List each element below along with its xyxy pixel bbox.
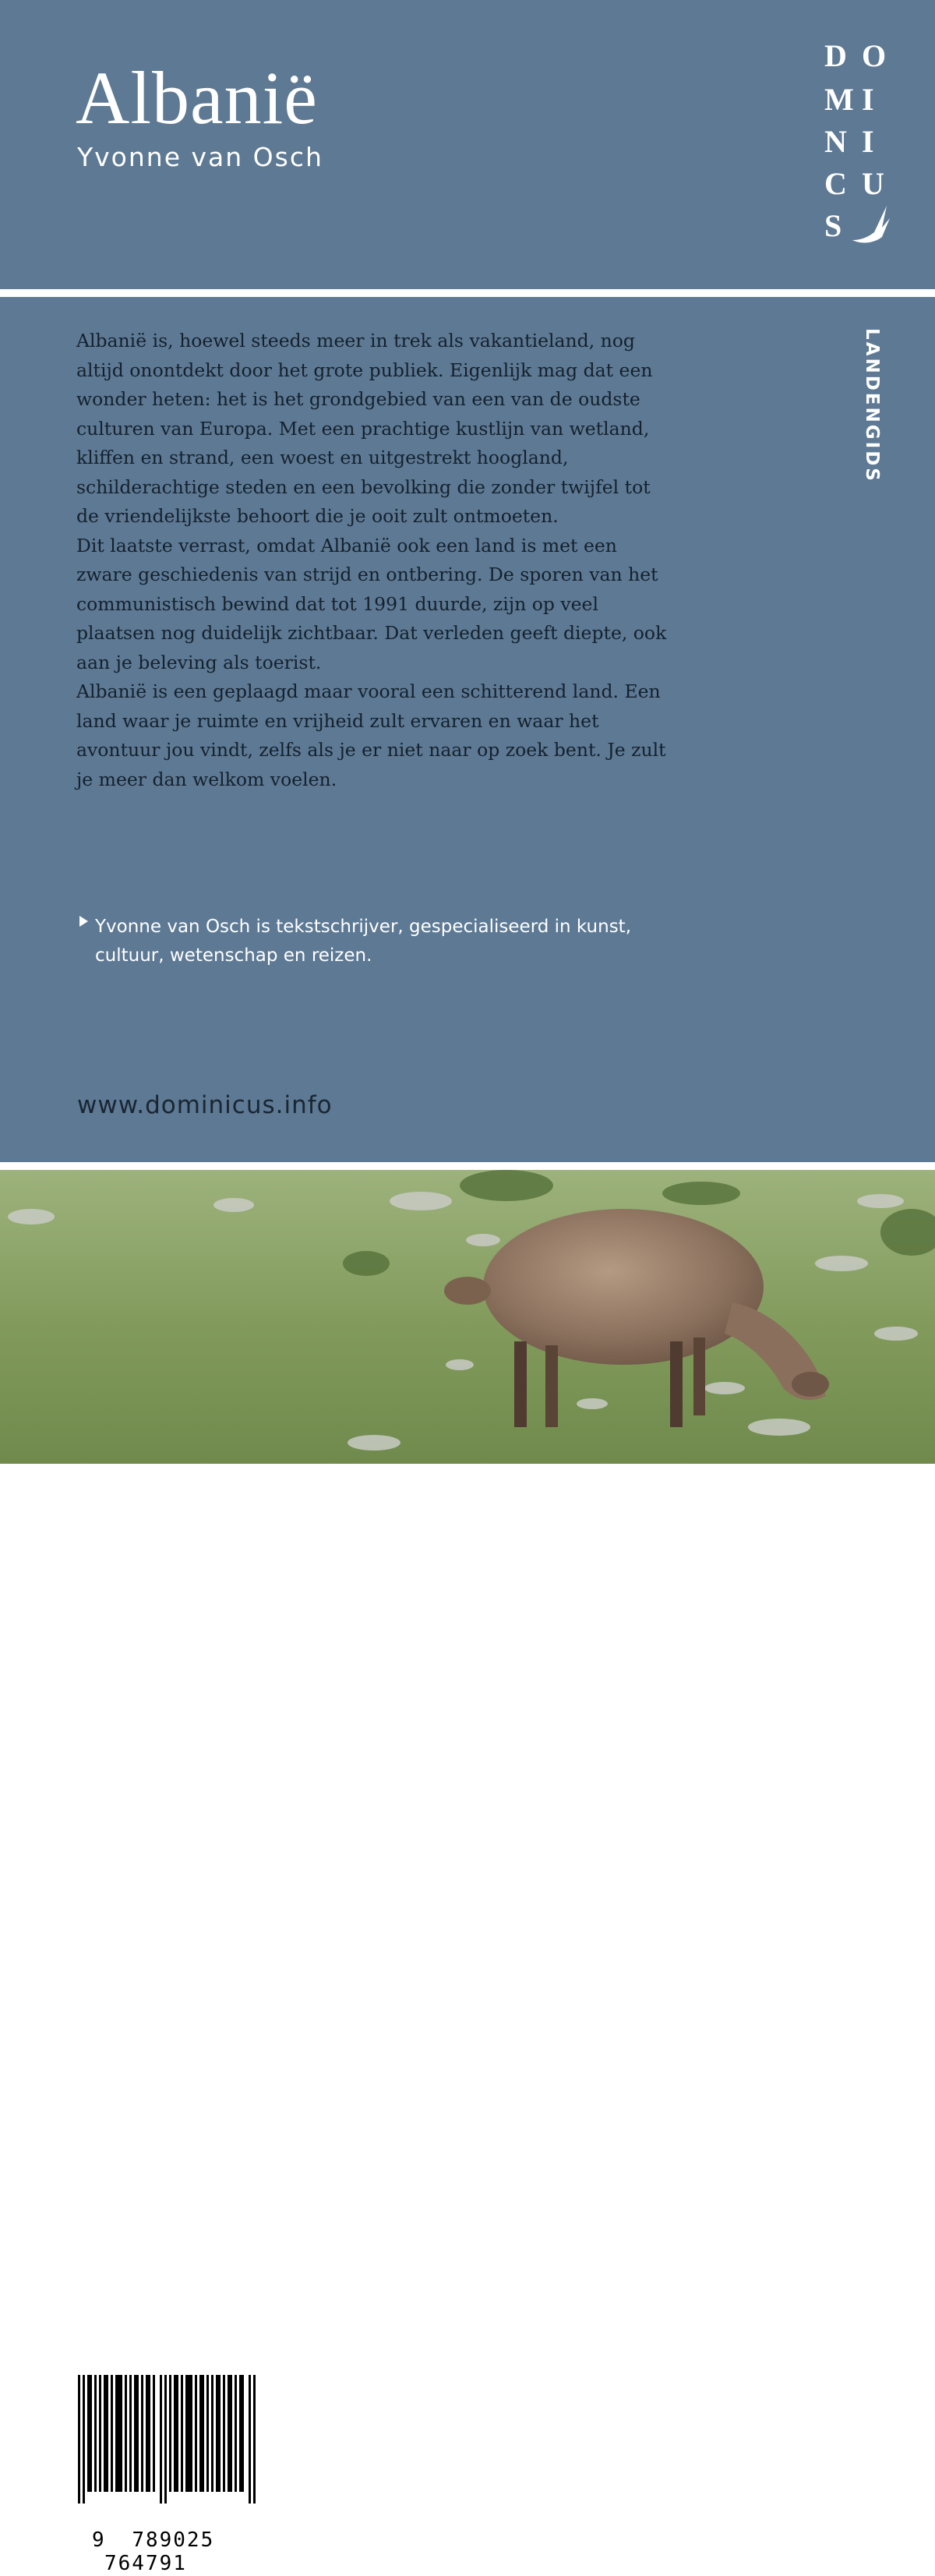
logo-letter: N [824,124,847,159]
logo-letter: O [862,38,887,73]
dominicus-logo [821,37,891,248]
author-bio-text: Yvonne van Osch is tekstschrijver, gespecialiseerd in kunst, cultuur, wetenschap en reizen. [95,917,632,966]
bird-icon [851,201,891,246]
book-author: Yvonne van Osch [77,142,323,172]
barcode-bars [78,2375,257,2504]
book-title: Albanië [76,56,318,140]
header-panel [0,0,935,289]
logo-letter: I [862,82,874,117]
logo-letter: D [824,38,847,73]
main-panel [0,297,935,1162]
logo-letter: I [862,124,874,159]
isbn-group-2: 764791 [104,2552,187,2575]
isbn-number [92,2528,310,2575]
logo-row-3 [821,123,891,161]
isbn-group-1: 789025 [132,2528,215,2552]
landscape-illustration [0,1170,935,1464]
bottom-divider [0,1162,935,1170]
isbn-barcode [78,2375,312,2576]
top-divider [0,289,935,297]
logo-row-4 [821,165,891,203]
sheep-photo [0,1170,935,2575]
logo-row-2 [821,81,891,118]
logo-letter: S [824,208,842,243]
publisher-website[interactable]: www.dominicus.info [77,1091,333,1119]
logo-letter: M [824,82,854,117]
triangle-bullet-icon [79,916,88,927]
logo-letter: U [862,166,884,201]
blurb-paragraph: Albanië is een geplaagd maar vooral een schitterend land. Een land waar je ruimte en vrijheid zult ervaren en waar het avontuur jou vindt, zelfs als je er niet naar op zoek bent. Je zult je meer dan welkom voelen. [76,680,666,790]
blurb-paragraph: Albanië is, hoewel steeds meer in trek als vakantieland, nog altijd onontdekt door het grote publiek. Eigenlijk mag dat een wonder heten: het is het grondgebied van een van de oudste culturen van Europa. Met een prachtige kustlijn van wetland, kliffen en strand, een woest en uitgestrekt hoogland, schilderachtige steden en een bevolking die zonder twijfel tot de vriendelijkste behoort die je ooit zult ontmoeten. [76,330,653,527]
book-blurb [76,327,676,794]
logo-row-1 [821,37,891,75]
series-label: LANDENGIDS [862,328,882,483]
isbn-first-digit: 9 [92,2528,106,2552]
logo-letter: C [824,166,847,201]
blurb-paragraph: Dit laatste verrast, omdat Albanië ook een land is met een zware geschiedenis van strijd en ontbering. De sporen van het communistisch bewind dat tot 1991 duurde, zijn op veel plaatsen nog duidelijk zichtbaar. Dat verleden geeft diepte, ook aan je beleving als toerist. [76,534,667,673]
author-bio [79,913,672,970]
